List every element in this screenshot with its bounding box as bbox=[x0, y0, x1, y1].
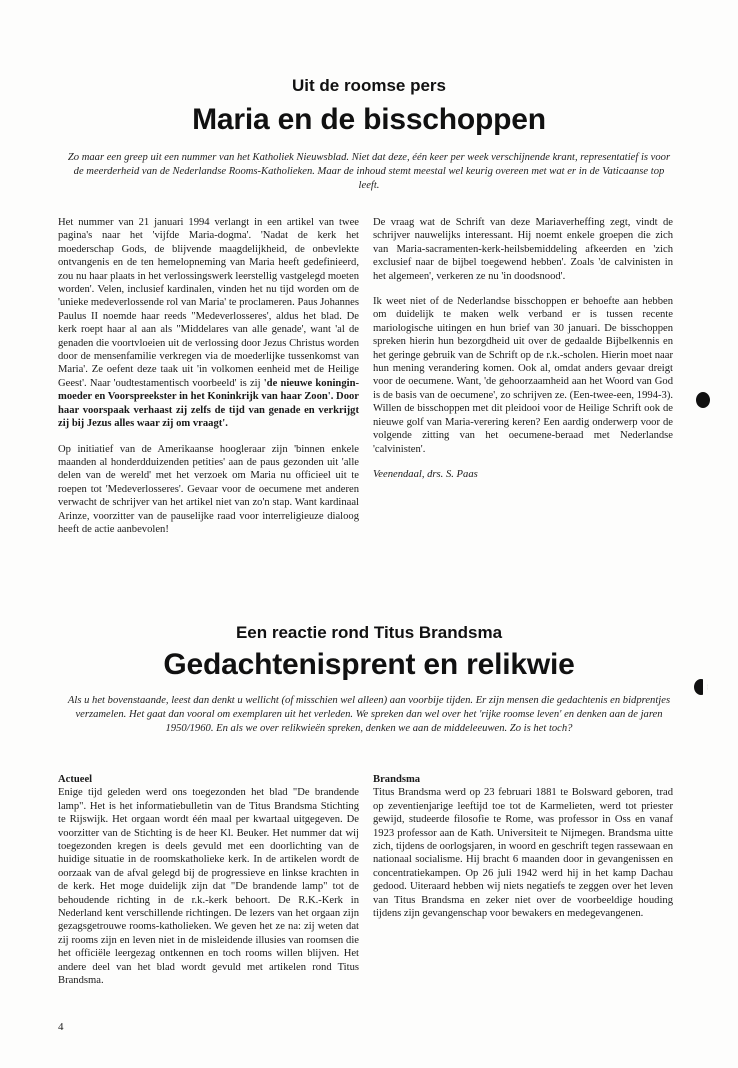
article1-signature: Veenendaal, drs. S. Paas bbox=[373, 468, 478, 480]
article1-quote-bold: 'de nieuwe koningin-moeder en Voorspreekster in het Koninkrijk van haar Zoon'. Door haar voorspaak verhaast zij zelfs de tijd van genade en verkrijgt zij bij Jezus alles waar zij om vraagt'. bbox=[58, 377, 359, 430]
article1-paragraph: De vraag wat de Schrift van deze Mariaverheffing zegt, vindt de schrijver nauwelijks interessant. Hij noemt enkele groepen die zich van Maria-sacramenten-kerk-heilsbemiddeling afkeerden en 'zich exclusief naar de bijbel toegewend hebben'. Zoals 'de calvinisten in het algemeen', verkeren ze nu 'in doodsnood'. bbox=[373, 217, 673, 282]
section-heading-brandsma: Brandsma bbox=[373, 774, 421, 785]
punch-hole-mark bbox=[696, 392, 710, 408]
article1-column-right bbox=[373, 216, 673, 586]
article2-kicker: Een reactie rond Titus Brandsma bbox=[235, 623, 503, 642]
article2-paragraph: Titus Brandsma werd op 23 februari 1881 te Bolsward geboren, trad op zeventienjarige leeftijd toe tot de Karmelieten, werd tot priester gewijd, studeerde filosofie te Rome, was professor in Oss en vanaf 1923 professor aan de Kath. Universiteit te Nijmegen. Brandsma uitte zich, tijdens de oorlogsjaren, in woord en geschrift tegen rassewaan en nationaal socialisme. Hij bracht 6 maanden door in gevangenissen en concentratiekampen. Op 26 juli 1942 werd hij in het kamp Dachau gedood. Uiteraard hebben wij niets negatiefs te zeggen over het leven van Titus Brandsma en zeker niet over de voorbeeldige houding tijdens zijn gevangenschap voor bewakers en medegevangenen. bbox=[373, 787, 673, 920]
article1-paragraph: Ik weet niet of de Nederlandse bisschoppen er behoefte aan hebben om duidelijk te maken welk verband er is tussen recente mariologische uitingen en hun brief van 30 januari. De bisschoppen spreken hierin hun bezorgdheid uit over de gedaalde Bijbelkennis en het geringe gebruik van de Schrift op de r.k.-scholen. Hierin moet naar hun mening verandering komen. Ook al, omdat anders gevaar dreigt voor de oecumene. Want, 'de gehoorzaamheid aan het Woord van God is de basis van de oecumene', zo schrijven ze. (Een-twee-een, 1994-3). Willen de bisschoppen met dit pleidooi voor de Heilige Schrift ook de nieuwe golf van Maria-verering keren? Een aardig onderwerp voor de volgende zitting van het oecumene-beraad met Nederlandse 'calvinisten'. bbox=[373, 296, 673, 455]
article2-column-left bbox=[58, 773, 359, 1008]
article1-kicker: Uit de roomse pers bbox=[292, 76, 446, 95]
article2-column-right bbox=[373, 773, 673, 1003]
article1-paragraph: Op initiatief van de Amerikaanse hoogleraar zijn 'binnen enkele maanden al honderdduizenden petities' aan de paus gezonden uit 'alle delen van de wereld' met het verzoek om Maria nu officieel uit te roepen tot 'Medeverlosseres'. Gevaar voor de oecumene met anderen verwacht de schrijver van het artikel niet van zo'n stap. Want kardinaal Arinze, voorzitter van de pauselijke raad voor interreligieuze dialoog heeft de actie aanbevolen! bbox=[58, 443, 359, 535]
article2-intro: Als u het bovenstaande, leest dan denkt u wellicht (of misschien wel alleen) aan voorbije tijden. Er zijn mensen die gedachtenis en bidprentjes verzamelen. Het gaat dan vooral om exemplaren uit het verleden. We spreken dan wel over het 'rijke roomse leven' en denken aan de jaren 1950/1960. En als we over relikwieën spreken, denken we aan de middeleeuwen. Zo is het toch? bbox=[67, 695, 671, 734]
page-number: 4 bbox=[58, 1021, 64, 1033]
article1-paragraph-text: Het nummer van 21 januari 1994 verlangt in een artikel van twee pagina's naar het 'vijfde Maria-dogma'. 'Nadat de kerk het moederschap Gods, de blijvende maagdelijkheid, de onbevlekte ontvangenis en de ten hemelopneming van Maria heeft gedefinieerd, zou nu haar plaats in het verlossingswerk leerstellig vastgelegd moeten worden'. Velen, inclusief kardinalen, vinden het nu tijd worden om de 'unieke medeverlossende rol van Maria' te proclameren. Paus Johannes Paulus II noemde haar reeds "Medeverlosseres', aldus het blad. De kerk roept haar al aan als "Middelares van alle genade', want 'al de genaden die voortvloeien uit de verlossing door Jezus Christus worden door de mensenfamilie verkregen via de moederlijke tussenkomst van Maria'. Ze oefent deze taak uit 'in volkomen eenheid met de Heilige Geest'. Naar 'oudtestamentisch voorbeeld' is zij bbox=[58, 217, 359, 389]
article2-title: Gedachtenisprent en relikwie bbox=[163, 648, 575, 681]
article2-paragraph: Enige tijd geleden werd ons toegezonden het blad "De brandende lamp". Het is het informatiebulletin van de Titus Brandsma Stichting te Rijswijk. Het orgaan wordt één maal per kwartaal uitgegeven. De voorzitter van de Stichting is de heer Kl. Beuker. Het nummer dat wij toegezonden kregen is deels gevuld met een doorlichting van de huidige situatie in de roomskatholieke kerk. In de artikelen wordt de oorzaak van de afval gelegd bij de progressieve en linkse krachten in de kerk. Het moge duidelijk zijn dat "De brandende lamp" tot de behoudende richting in de r.k.-kerk behoort. De R.K.-Kerk in Nederland kent verschillende richtingen. De lezers van het orgaan zijn gezagsgetrouwe rooms-katholieken. We geven het ze na: zij weten dat zij rooms zijn en leven niet in de misleidende illusies van roomsen die het officiële leergezag ontkennen en toch rooms willen blijven. Het andere deel van het blad wordt gevuld met artikelen rond Titus Brandsma. bbox=[58, 787, 359, 987]
section-heading-actueel: Actueel bbox=[58, 774, 93, 785]
punch-hole-mark bbox=[694, 679, 708, 695]
article1-title: Maria en de bisschoppen bbox=[192, 103, 546, 136]
article1-intro: Zo maar een greep uit een nummer van het Katholiek Nieuwsblad. Niet dat deze, één keer per week verschijnende krant, representatief is voor de meerderheid van de Nederlandse Rooms-Katholieken. Maar de inhoud stemt meestal wel keurig overeen met wat er in de Vaticaanse top leeft. bbox=[67, 152, 671, 191]
article1-paragraph bbox=[58, 216, 359, 431]
article1-column-left bbox=[58, 216, 359, 576]
